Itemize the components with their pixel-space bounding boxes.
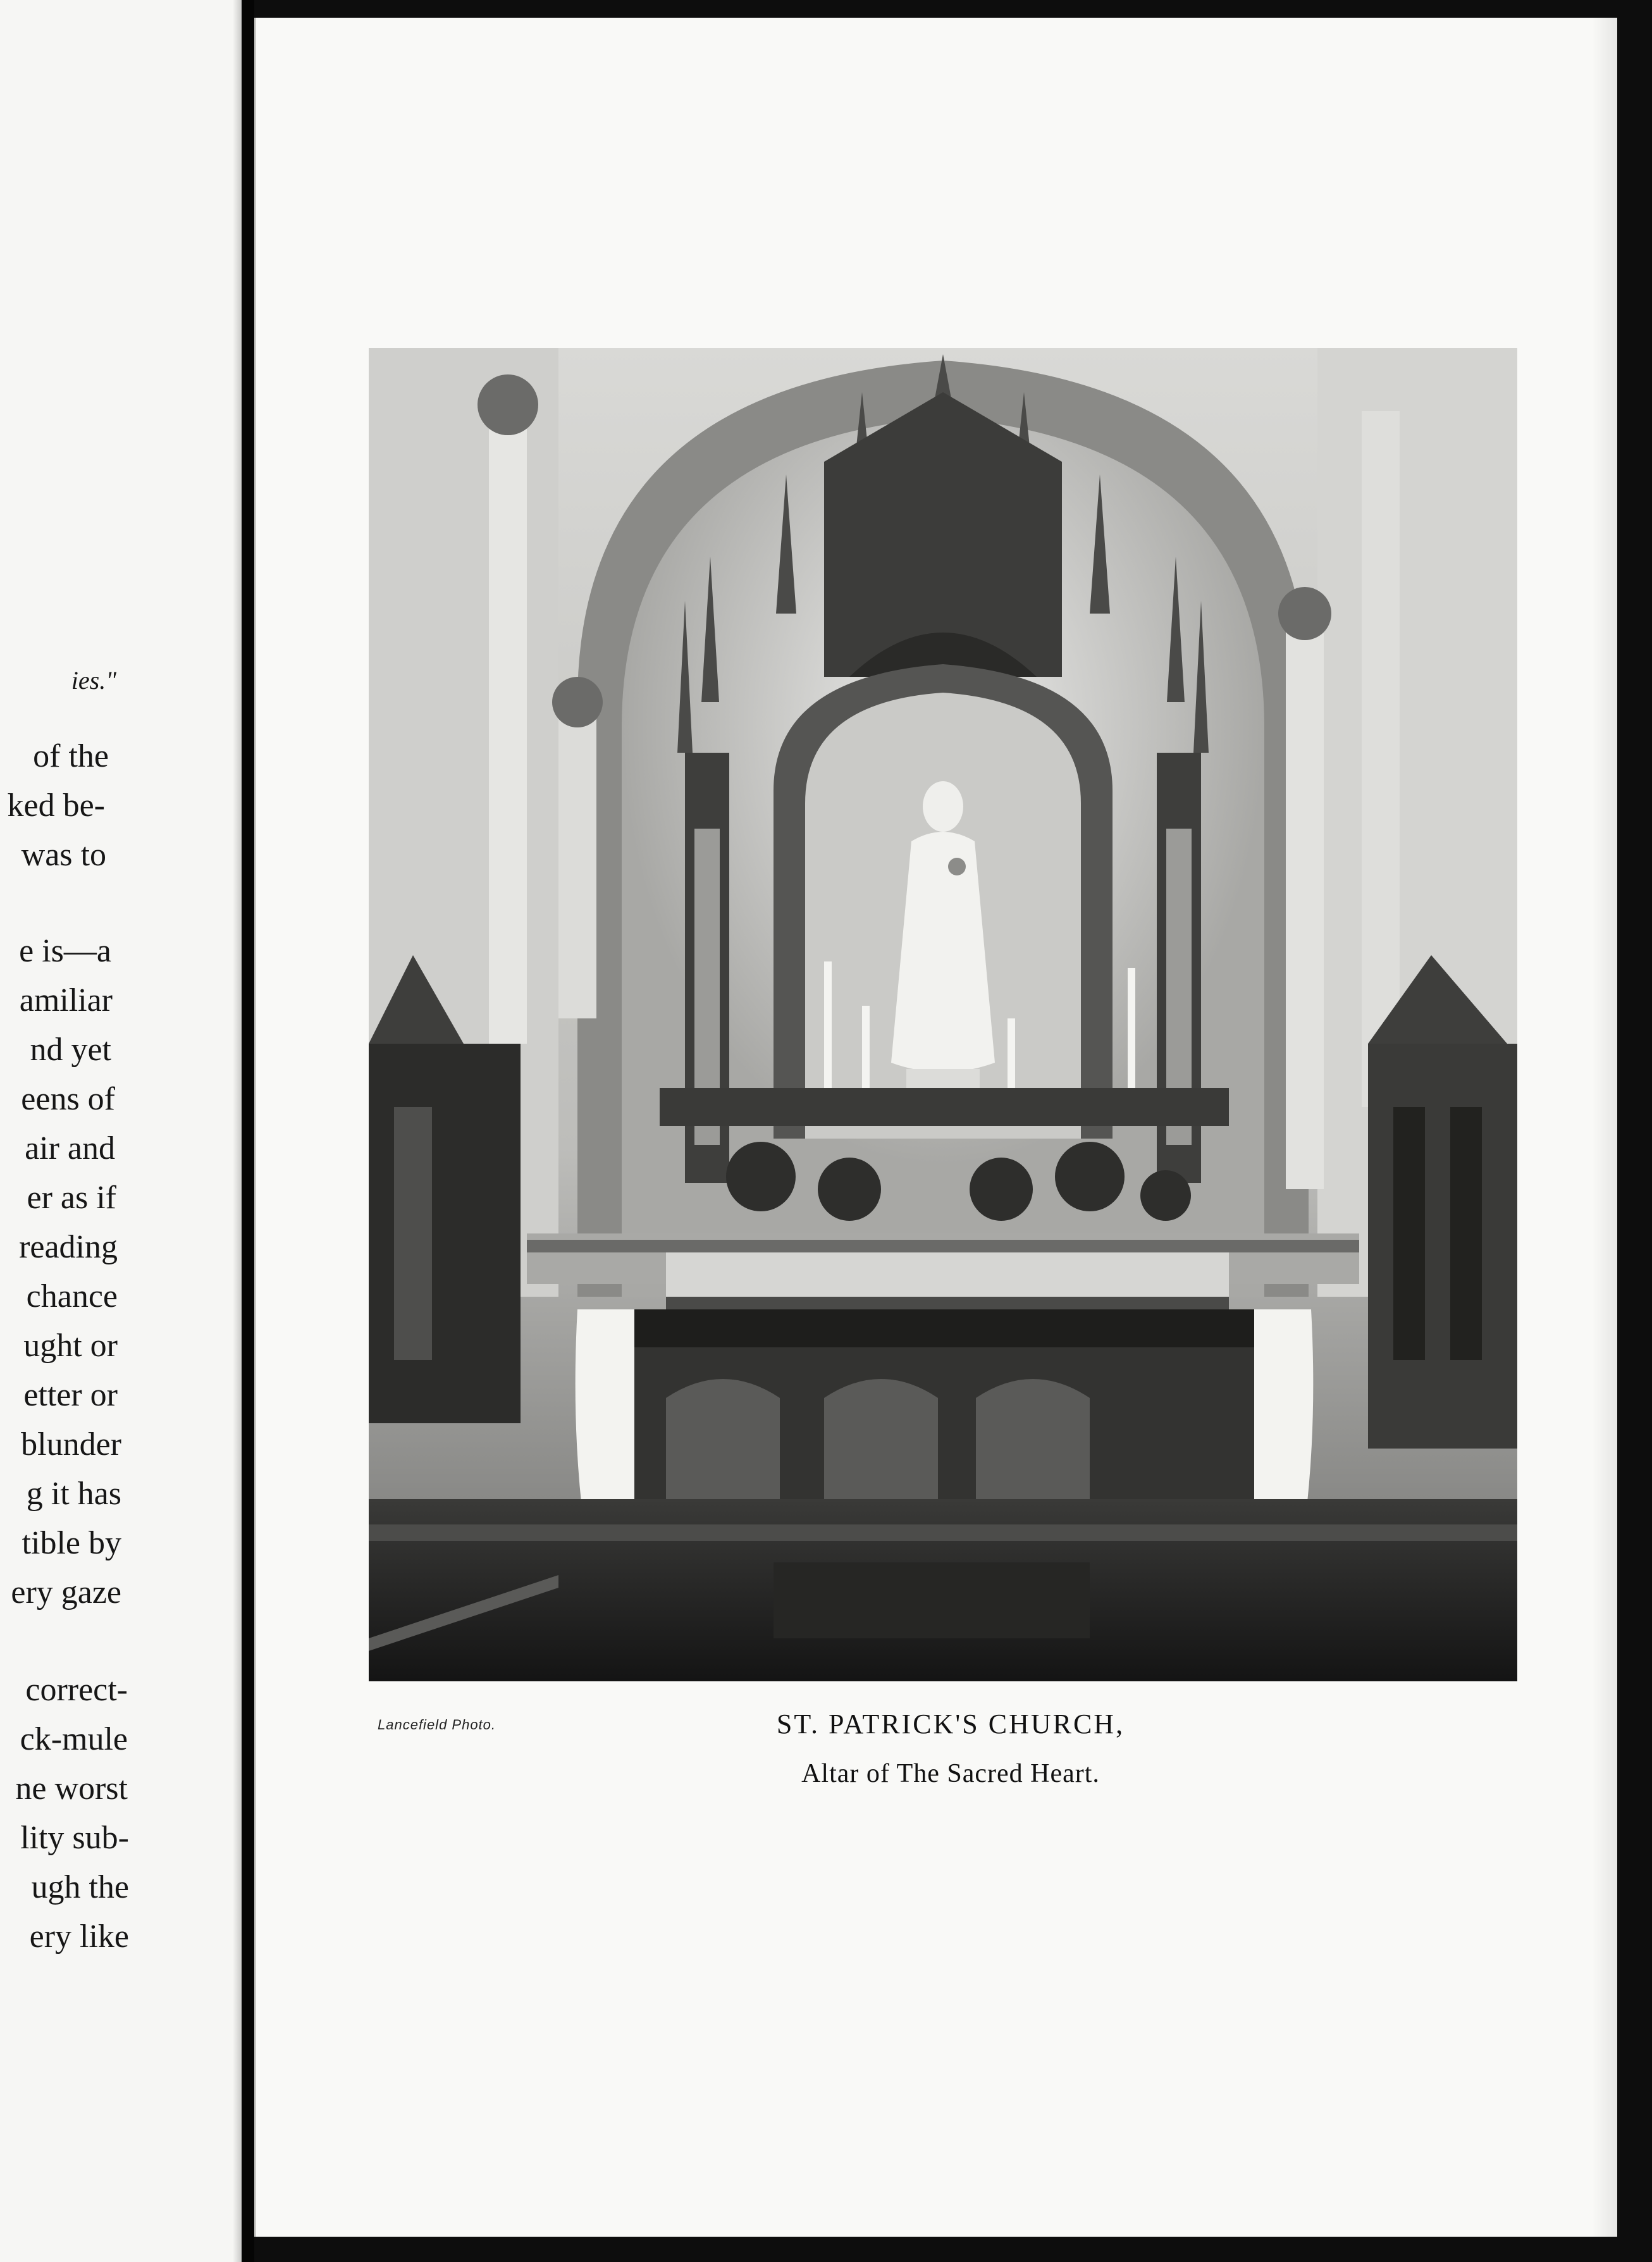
left-page-line: g it has [26,1476,121,1512]
left-page-line: ery gaze [11,1574,121,1610]
left-page-line: ies." [71,666,116,695]
gutter-shadow [233,0,242,2262]
right-page [254,18,1617,2237]
left-page-line: er as if [27,1180,116,1216]
left-facing-page [0,0,242,2262]
page-edge-shadow [1592,18,1617,2237]
left-page-line: ugh the [31,1869,129,1905]
left-page-line: tible by [22,1525,121,1561]
left-page-line: blunder [21,1426,121,1462]
left-page-line: ck-mule [20,1721,128,1757]
photo-credit: Lancefield Photo. [378,1717,496,1733]
caption-title: ST. PATRICK'S CHURCH, [776,1709,1125,1740]
left-page-line: e is—a [19,933,111,969]
left-page-line: was to [21,837,106,873]
left-page-line: ery like [29,1919,129,1955]
book-spine [242,0,254,2262]
left-page-line: reading [19,1229,118,1265]
left-page-line: chance [26,1278,118,1314]
left-page-line: correct- [25,1672,128,1708]
left-page-line: nd yet [30,1032,111,1068]
left-page-line: etter or [23,1377,118,1413]
left-page-line: ne worst [15,1771,128,1807]
left-page-line: lity sub- [20,1820,129,1856]
left-page-line: air and [25,1130,115,1166]
caption-subtitle: Altar of The Sacred Heart. [801,1759,1100,1788]
left-page-line: amiliar [19,982,113,1018]
altar-photograph [369,348,1517,1681]
left-page-line: ked be- [7,788,105,824]
left-page-line: ught or [23,1328,118,1364]
left-page-line: eens of [21,1081,115,1117]
left-page-line: of the [33,738,109,774]
